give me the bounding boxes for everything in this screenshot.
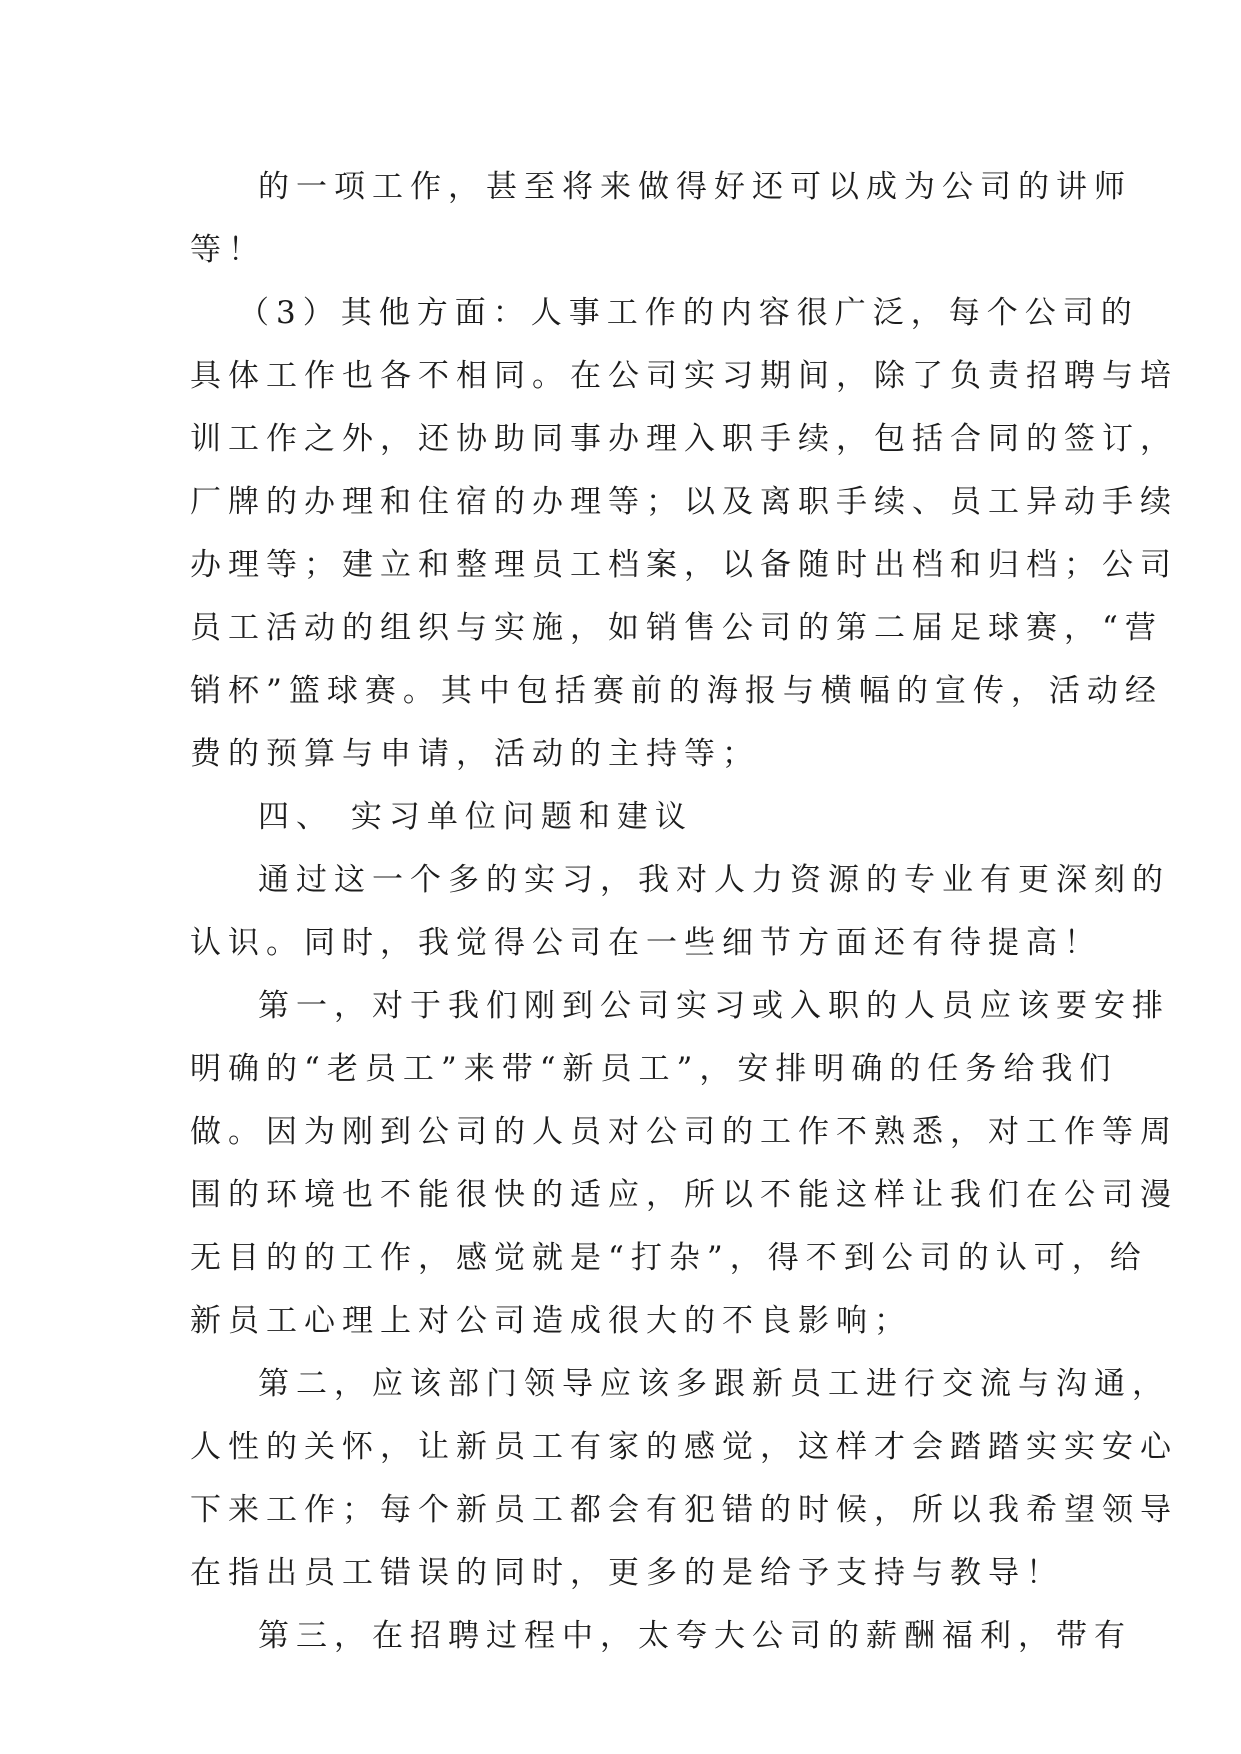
- paragraph-line: 第一，对于我们刚到公司实习或入职的人员应该要安排: [258, 988, 1170, 1024]
- paragraph-line: 办理等；建立和整理员工档案，以备随时出档和归档；公司: [190, 547, 1178, 583]
- paragraph-line: 在指出员工错误的同时，更多的是给予支持与教导！: [190, 1555, 1064, 1591]
- paragraph-line: 具体工作也各不相同。在公司实习期间，除了负责招聘与培: [190, 358, 1178, 394]
- paragraph-line: 销杯”篮球赛。其中包括赛前的海报与横幅的宣传，活动经: [190, 673, 1163, 709]
- paragraph-line: 无目的的工作，感觉就是“打杂”，得不到公司的认可，给: [190, 1240, 1148, 1276]
- paragraph-line: 明确的“老员工”来带“新员工”，安排明确的任务给我们: [190, 1051, 1118, 1087]
- section-item-line: （3）其他方面：人事工作的内容很广泛，每个公司的: [238, 295, 1139, 331]
- paragraph-line: 围的环境也不能很快的适应，所以不能这样让我们在公司漫: [190, 1177, 1178, 1213]
- paragraph-line: 人性的关怀，让新员工有家的感觉，这样才会踏踏实实安心: [190, 1429, 1178, 1465]
- paragraph-line: 第三，在招聘过程中，太夸大公司的薪酬福利，带有: [258, 1618, 1132, 1654]
- paragraph-line: 等！: [190, 232, 266, 268]
- paragraph-line: 第二，应该部门领导应该多跟新员工进行交流与沟通，: [258, 1366, 1170, 1402]
- paragraph-line: 做。因为刚到公司的人员对公司的工作不熟悉，对工作等周: [190, 1114, 1178, 1150]
- paragraph-line: 厂牌的办理和住宿的办理等；以及离职手续、员工异动手续: [190, 484, 1178, 520]
- paragraph-line: 下来工作；每个新员工都会有犯错的时候，所以我希望领导: [190, 1492, 1178, 1528]
- paragraph-line: 费的预算与申请，活动的主持等；: [190, 736, 760, 772]
- document-body: [190, 156, 1178, 1668]
- paragraph-line: 认识。同时，我觉得公司在一些细节方面还有待提高！: [190, 925, 1102, 961]
- section-heading: 四、 实习单位问题和建议: [258, 799, 693, 835]
- paragraph-line: 员工活动的组织与实施，如销售公司的第二届足球赛，“营: [190, 610, 1163, 646]
- paragraph-line: 的一项工作，甚至将来做得好还可以成为公司的讲师: [258, 169, 1132, 205]
- paragraph-line: 新员工心理上对公司造成很大的不良影响；: [190, 1303, 912, 1339]
- paragraph-line: 训工作之外，还协助同事办理入职手续，包括合同的签订，: [190, 421, 1178, 457]
- paragraph-line: 通过这一个多的实习，我对人力资源的专业有更深刻的: [258, 862, 1170, 898]
